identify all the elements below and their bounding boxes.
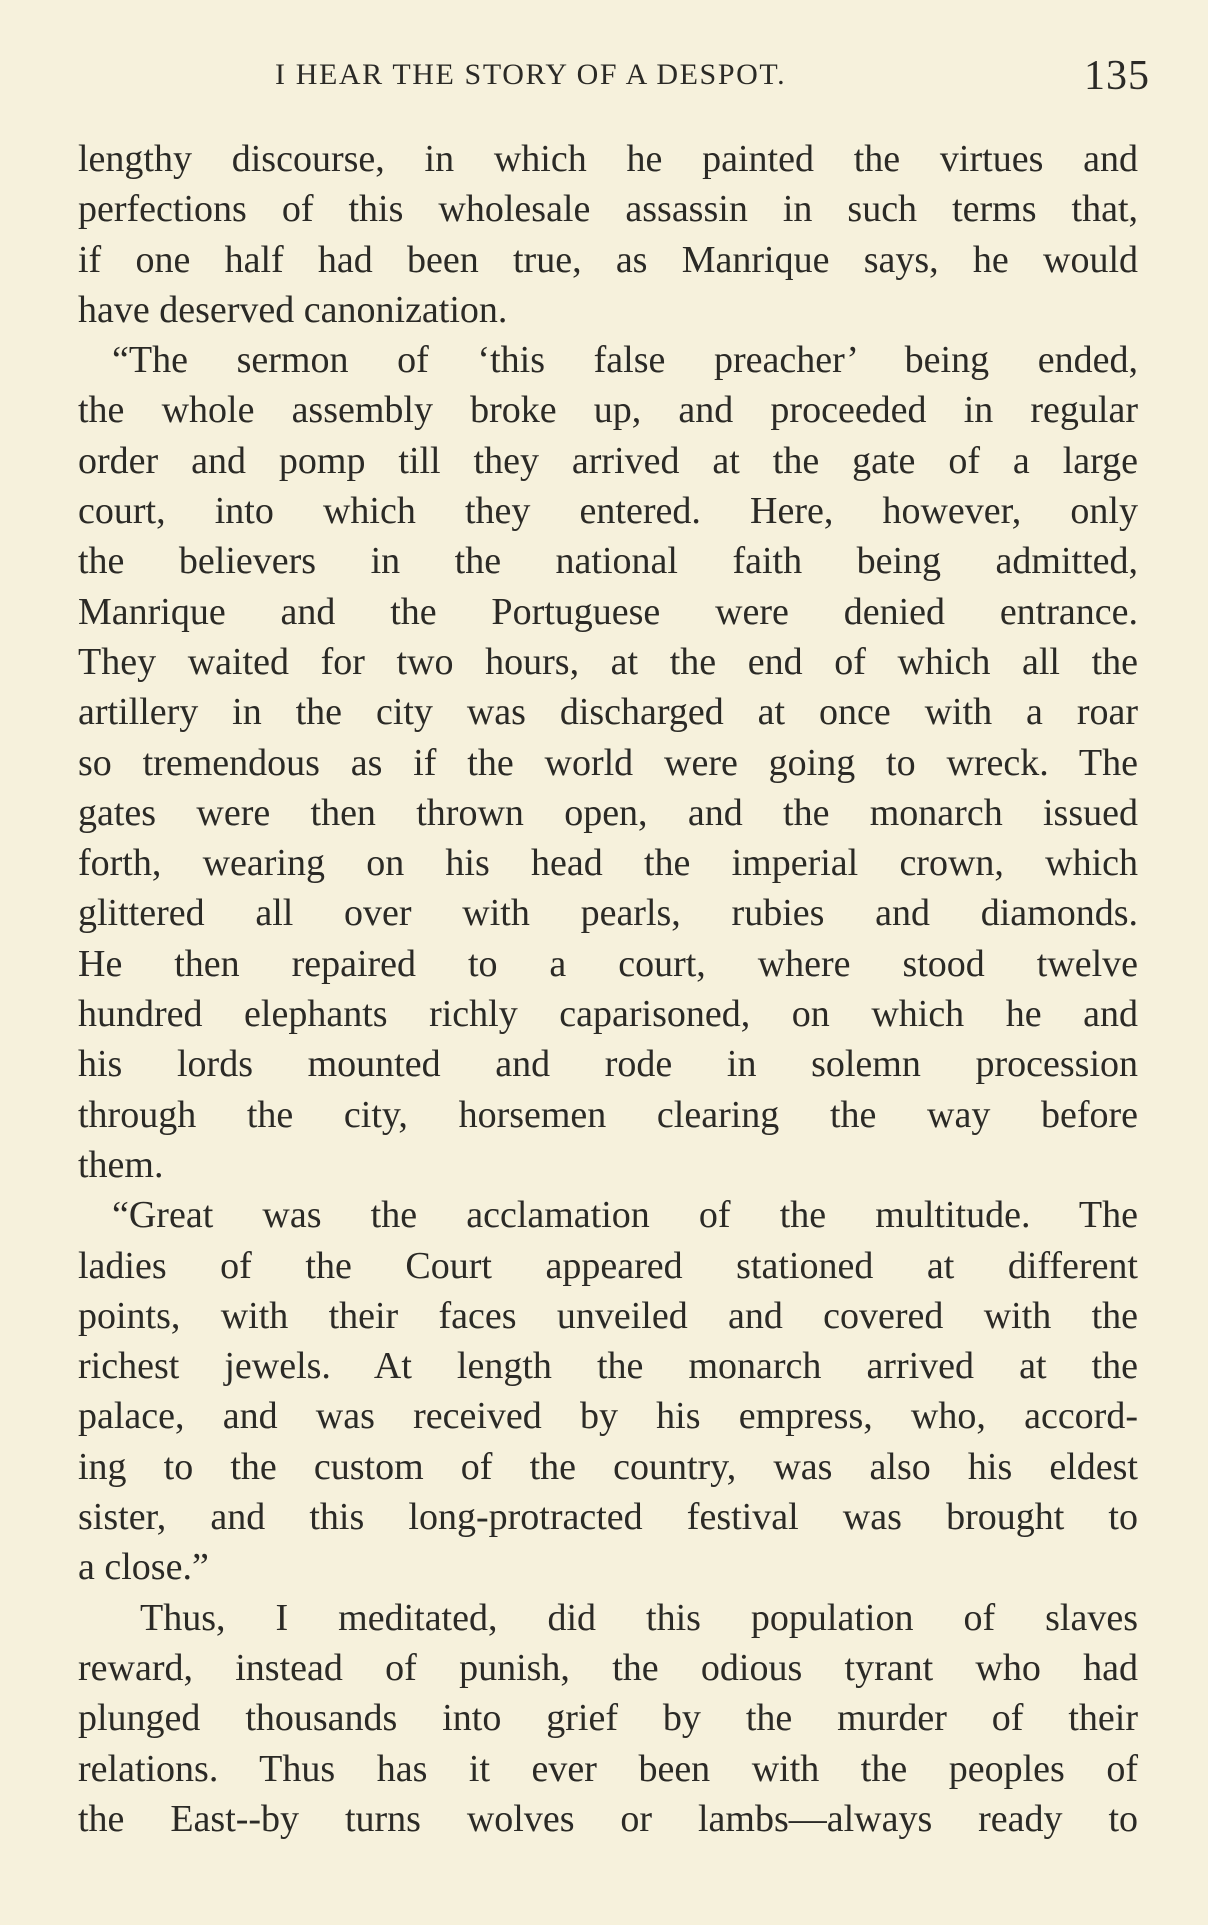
text-line: artillery in the city was discharged at once with a roar (78, 691, 1138, 734)
text-line: ing to the custom of the country, was also his eldest (78, 1445, 1138, 1488)
text-line: through the city, horsemen clearing the way before (78, 1093, 1138, 1136)
text-line: the believers in the national faith being admitted, (78, 540, 1138, 583)
text-line: Thus, I meditated, did this population of slaves (140, 1596, 1138, 1639)
text-line: reward, instead of punish, the odious tyrant who had (78, 1646, 1138, 1689)
text-line: his lords mounted and rode in solemn procession (78, 1043, 1138, 1086)
text-line: gates were then thrown open, and the monarch issued (78, 791, 1138, 834)
body-text (78, 134, 1138, 1844)
text-line: sister, and this long-protracted festival was brought to (78, 1496, 1138, 1539)
text-line: palace, and was received by his empress, who, accord- (78, 1395, 1138, 1438)
text-line: if one half had been true, as Manrique says, he would (78, 238, 1138, 281)
text-line: court, into which they entered. Here, however, only (78, 490, 1138, 533)
text-line: them. (78, 1143, 164, 1186)
text-line: Manrique and the Portuguese were denied entrance. (78, 590, 1138, 633)
text-line: hundred elephants richly caparisoned, on which he and (78, 993, 1138, 1036)
text-line: a close.” (78, 1546, 209, 1589)
text-line: ladies of the Court appeared stationed at different (78, 1244, 1138, 1287)
text-line: “The sermon of ‘this false preacher’ being ended, (112, 339, 1138, 382)
running-head (0, 52, 1208, 112)
text-line: so tremendous as if the world were going to wreck. The (78, 741, 1138, 784)
text-line: the East--by turns wolves or lambs—always ready to (78, 1797, 1138, 1840)
text-line: He then repaired to a court, where stood twelve (78, 942, 1138, 985)
text-line: perfections of this wholesale assassin in such terms that, (78, 188, 1138, 231)
text-line: relations. Thus has it ever been with the peoples of (78, 1747, 1138, 1790)
text-line: the whole assembly broke up, and proceeded in regular (78, 389, 1138, 432)
text-line: They waited for two hours, at the end of which all the (78, 640, 1138, 683)
text-line: points, with their faces unveiled and covered with the (78, 1294, 1138, 1337)
text-line: order and pomp till they arrived at the gate of a large (78, 439, 1138, 482)
page-number: 135 (1084, 53, 1150, 99)
text-line: glittered all over with pearls, rubies and diamonds. (78, 892, 1138, 935)
text-line: have deserved canonization. (78, 288, 508, 331)
text-line: plunged thousands into grief by the murder of their (78, 1697, 1138, 1740)
text-line: “Great was the acclamation of the multitude. The (112, 1194, 1138, 1237)
text-line: forth, wearing on his head the imperial crown, which (78, 842, 1138, 885)
text-line: lengthy discourse, in which he painted the virtues and (78, 138, 1138, 180)
running-title: I HEAR THE STORY OF A DESPOT. (275, 58, 787, 91)
text-line: richest jewels. At length the monarch arrived at the (78, 1345, 1138, 1388)
